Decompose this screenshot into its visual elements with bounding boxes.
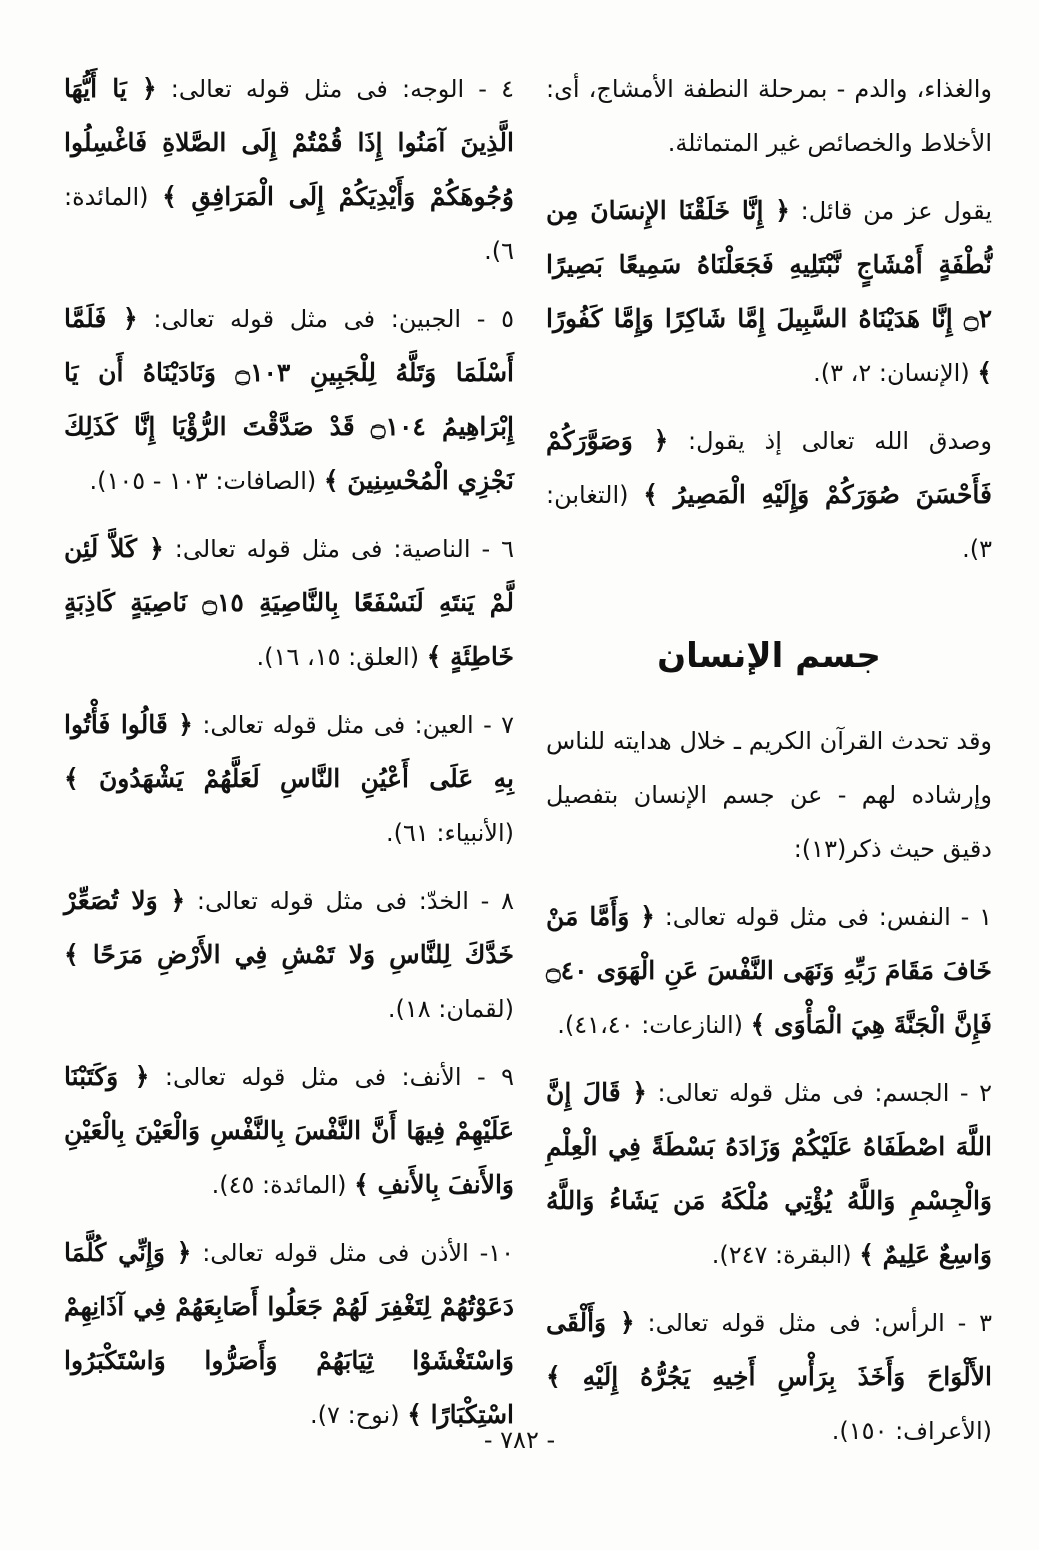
citation-intro: وصدق الله تعالى إذ يقول: (668, 427, 993, 455)
item-intro: ٨ - الخدّ: فى مثل قوله تعالى: (185, 887, 514, 915)
item-intro: ٣ - الرأس: فى مثل قوله تعالى: (634, 1309, 992, 1337)
item-intro: ٦ - الناصية: فى مثل قوله تعالى: (163, 535, 514, 563)
quran-verse: ﴿ قَالَ إِنَّ اللَّهَ اصْطَفَاهُ عَلَيْكُمْ وَزَادَهُ بَسْطَةً فِي الْعِلْمِ وَالْجِسْمِ وَاللَّهُ يُؤْتِي مُلْكَهُ مَن يَشَاءُ وَاللَّهُ وَاسِعٌ عَلِيمٌ ﴾ (546, 1078, 992, 1269)
paragraph: والغذاء، والدم - بمرحلة النطفة الأمشاج، أى: الأخلاط والخصائص غير المتماثلة. (546, 75, 992, 157)
quran-verse: ﴿ وَأَلْقَى الأَلْوَاحَ وَأَخَذَ بِرَأْسِ أَخِيهِ يَجُرُّهُ إِلَيْهِ ﴾ (546, 1308, 992, 1391)
item-intro: ٢ - الجسم: فى مثل قوله تعالى: (646, 1079, 993, 1107)
paragraph: وقد تحدث القرآن الكريم ـ خلال هدايته للناس وإرشاده لهم - عن جسم الإنسان بتفصيل دقيق حيث ذكر(١٣): (546, 727, 992, 863)
quran-verse: ﴿ فَلَمَّا أَسْلَمَا وَتَلَّهُ لِلْجَبِينِ ۝١٠٣ وَنَادَيْنَاهُ أَن يَا إِبْرَاهِيمُ ۝١٠٤ قَدْ صَدَّقْتَ الرُّؤْيَا إِنَّا كَذَلِكَ نَجْزِي الْمُحْسِنِينَ ﴾ (64, 304, 514, 495)
verse-reference: (البقرة: ٢٤٧). (711, 1241, 860, 1269)
verse-reference: (نوح: ٧). (310, 1401, 408, 1429)
item-intro: ٩ - الأنف: فى مثل قوله تعالى: (149, 1063, 514, 1091)
quran-verse: ﴿ وَأَمَّا مَنْ خَافَ مَقَامَ رَبِّهِ وَنَهَى النَّفْسَ عَنِ الْهَوَى ۝٤٠ فَإِنَّ الْجَنَّةَ هِيَ الْمَأْوَى ﴾ (546, 902, 992, 1039)
quran-verse: ﴿ وَلا تُصَعِّرْ خَدَّكَ لِلنَّاسِ وَلا تَمْشِ فِي الأَرْضِ مَرَحًا ﴾ (64, 886, 514, 969)
quran-citation (546, 414, 992, 576)
quran-verse: ﴿ وَصَوَّرَكُمْ فَأَحْسَنَ صُوَرَكُمْ وَإِلَيْهِ الْمَصِيرُ ﴾ (546, 426, 992, 509)
list-item (64, 1050, 514, 1212)
item-intro: ٤ - الوجه: فى مثل قوله تعالى: (156, 75, 514, 103)
verse-reference: (الإنسان: ٢، ٣). (813, 359, 978, 387)
page-number: - ٧٨٢ - (483, 1426, 556, 1454)
verse-reference: (العلق: ١٥، ١٦). (256, 643, 427, 671)
quran-verse: ﴿ وَإِنِّي كُلَّمَا دَعَوْتُهُمْ لِتَغْفِرَ لَهُمْ جَعَلُوا أَصَابِعَهُمْ فِي آذَانِهِمْ وَاسْتَغْشَوْا ثِيَابَهُمْ وَأَصَرُّوا وَاسْتَكْبَرُوا اسْتِكْبَارًا ﴾ (64, 1238, 514, 1429)
section-heading: جسم الإنسان (657, 636, 881, 676)
quran-verse: ﴿ يَا أَيُّهَا الَّذِينَ آمَنُوا إِذَا قُمْتُمْ إِلَى الصَّلاةِ فَاغْسِلُوا وُجُوهَكُمْ وَأَيْدِيَكُمْ إِلَى الْمَرَافِقِ ﴾ (64, 74, 514, 211)
verse-reference: (التغابن: ٣). (546, 481, 992, 563)
list-item (64, 292, 514, 508)
verse-reference: (الصافات: ١٠٣ - ١٠٥). (89, 467, 324, 495)
item-intro: ١ - النفس: فى مثل قوله تعالى: (654, 903, 992, 931)
verse-reference: (الأنبياء: ٦١). (386, 819, 514, 847)
list-item (64, 62, 514, 278)
item-intro: ١٠- الأذن فى مثل قوله تعالى: (191, 1239, 515, 1267)
list-item (546, 890, 992, 1052)
citation-intro: يقول عز من قائل: (789, 197, 992, 225)
quran-verse: ﴿ كَلاَّ لَئِن لَّمْ يَنتَهِ لَنَسْفَعًا بِالنَّاصِيَةِ ۝١٥ نَاصِيَةٍ كَاذِبَةٍ خَاطِئَةٍ ﴾ (64, 534, 514, 671)
quran-verse: ﴿ وَكَتَبْنَا عَلَيْهِمْ فِيهَا أَنَّ النَّفْسَ بِالنَّفْسِ وَالْعَيْنَ بِالْعَيْنِ وَالأَنفَ بِالأَنفِ ﴾ (64, 1062, 514, 1199)
list-item (64, 874, 514, 1036)
verse-reference: (لقمان: ١٨). (387, 995, 514, 1023)
quran-verse: ﴿ إِنَّا خَلَقْنَا الإِنسَانَ مِن نُّطْفَةٍ أَمْشَاجٍ نَّبْتَلِيهِ فَجَعَلْنَاهُ سَمِيعًا بَصِيرًا ۝٢ إِنَّا هَدَيْنَاهُ السَّبِيلَ إِمَّا شَاكِرًا وَإِمَّا كَفُورًا ﴾ (546, 196, 992, 387)
verse-reference: (المائدة: ٤٥). (211, 1171, 355, 1199)
list-item (546, 1066, 992, 1282)
list-item (64, 522, 514, 684)
list-item (64, 1226, 514, 1442)
right-column (546, 62, 992, 1458)
verse-reference: (الأعراف: ١٥٠). (831, 1417, 992, 1445)
verse-reference: (المائدة: ٦). (64, 183, 514, 265)
item-intro: ٥ - الجبين: فى مثل قوله تعالى: (137, 305, 514, 333)
quran-verse: ﴿ قَالُوا فَأْتُوا بِهِ عَلَى أَعْيُنِ النَّاسِ لَعَلَّهُمْ يَشْهَدُونَ ﴾ (64, 710, 514, 793)
item-intro: ٧ - العين: فى مثل قوله تعالى: (192, 711, 514, 739)
list-item (64, 698, 514, 860)
quran-citation (546, 184, 992, 400)
verse-reference: (النازعات: ٤١،٤٠). (557, 1011, 751, 1039)
left-column (64, 62, 514, 1442)
